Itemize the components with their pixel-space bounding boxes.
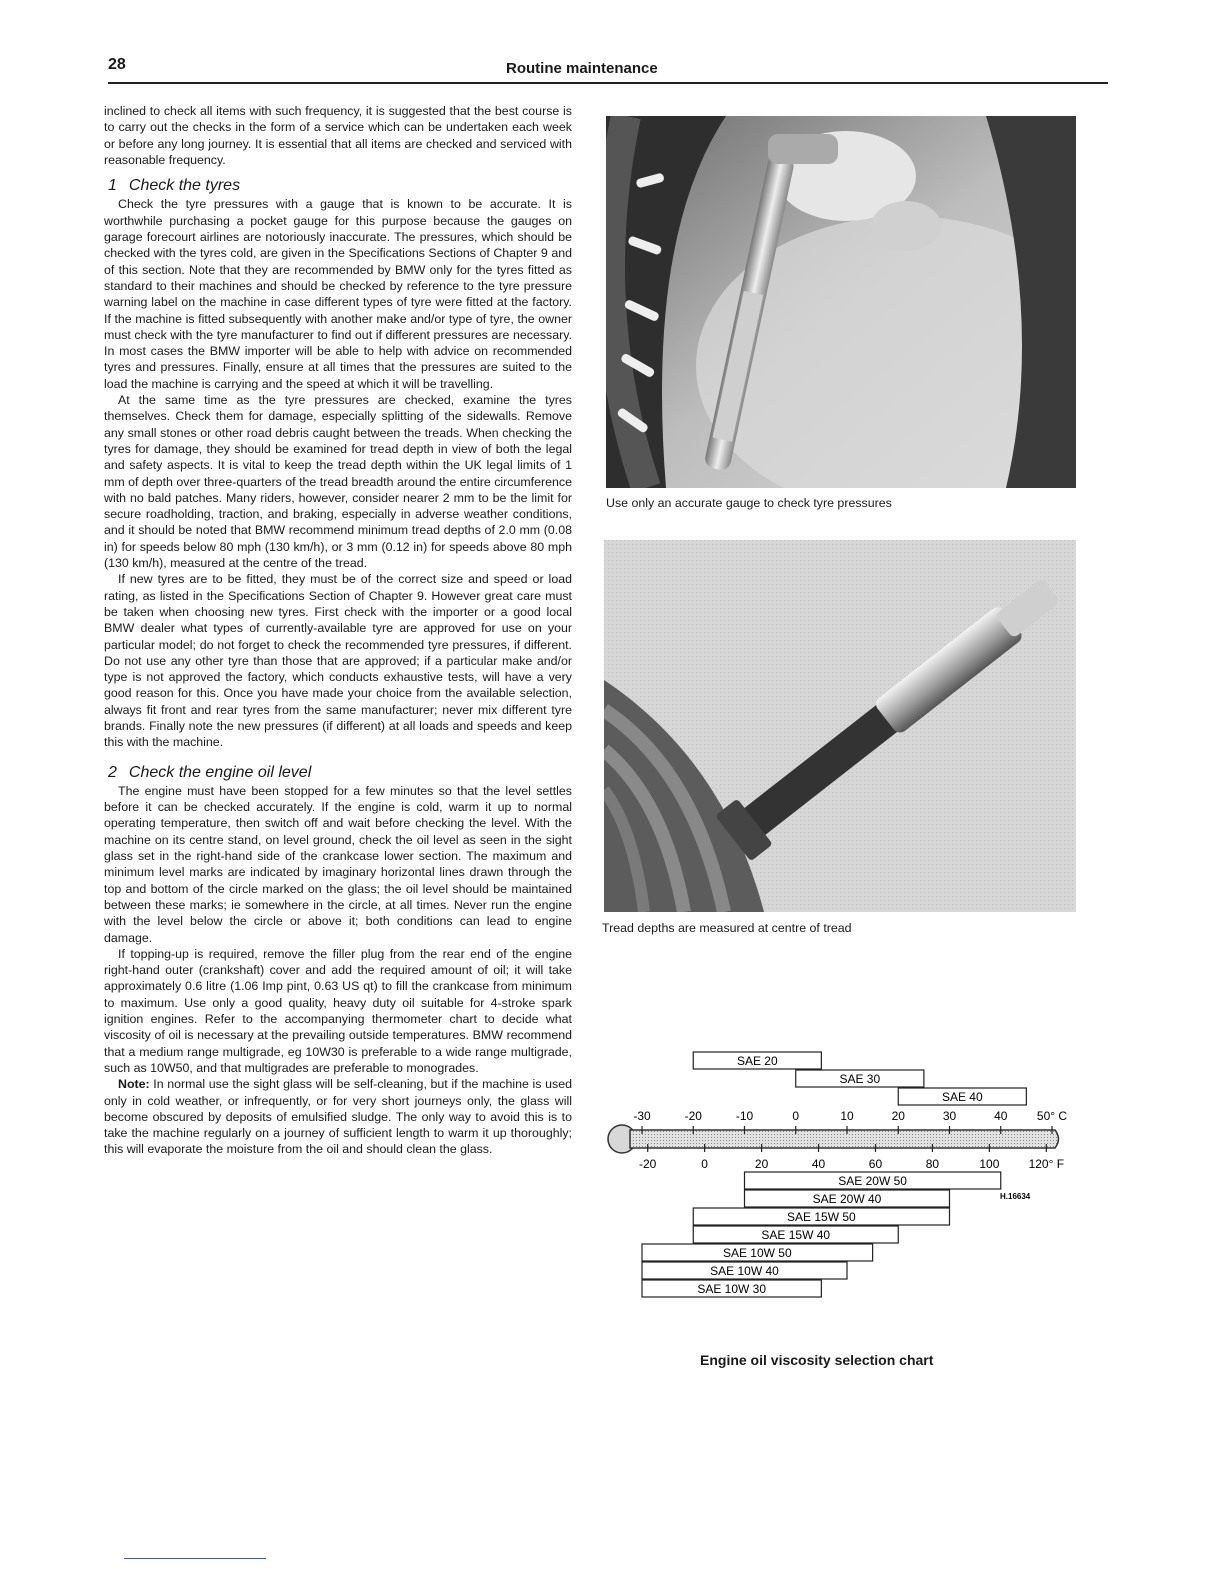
fahrenheit-tick-label: 40 xyxy=(811,1157,826,1171)
viscosity-bar xyxy=(642,1262,847,1279)
section-1-paragraph-1: Check the tyre pressures with a gauge that is known to be accurate. It is worthwhile purchasing a pocket gauge for this purpose because the gauges on garage forecourt airlines are notoriously inaccurate. The pressures, which should be checked with the tyres cold, are given in the Specifications Sections of Chapter 9 and of this section. Note that they are recommended by BMW only for the tyres fitted as standard to their machines and should be checked by reference to the tyre pressure warning label on the machine in case different types of tyre were fitted at the factory. If the machine is fitted subsequently with another make and/or type of tyre, the owner must check with the tyre manufacturer to find out if different pressures are necessary. In most cases the BMW importer will be able to help with advice on recommended tyres and pressures. Finally, ensure at all times that the pressures are suited to the load the machine is carrying and the speed at which it will be travelling. xyxy=(104,197,572,391)
viscosity-bar-label: SAE 40 xyxy=(941,1090,983,1104)
celsius-tick-label: 50° C xyxy=(1036,1109,1068,1123)
section-1-number: 1 xyxy=(108,177,117,195)
viscosity-bar xyxy=(693,1208,949,1225)
viscosity-bar xyxy=(642,1280,821,1297)
section-1-heading xyxy=(108,178,572,194)
main-text-column xyxy=(104,103,572,1158)
page-number: 28 xyxy=(108,56,126,73)
viscosity-bar-label: SAE 15W 50 xyxy=(787,1210,856,1224)
section-1-paragraph-3: If new tyres are to be fitted, they must be of the correct size and speed or load rating, as listed in the Specifications Section of Chapter 9. However great care must be taken when choosing new tyres. First check with the importer or a good local BMW dealer what types of currently-available tyre are approved for use on your particular model; do not forget to check the recommended tyre pressures, if different. Do not use any other tyre than those that are approved; if a particular make and/or type is not approved the factory, which conducts exhaustive tests, will have a very good reason for this. Once you have made your choice from the available selection, always fit front and rear tyres from the same manufacturer; never mix different tyre brands. Finally note the new pressures (if different) at all loads and speeds and keep this with the machine. xyxy=(104,572,572,750)
tread-depth-illustration xyxy=(604,540,1076,912)
footer-rule xyxy=(124,1558,266,1559)
section-2-note xyxy=(104,1076,572,1157)
celsius-tick-label: 40 xyxy=(994,1109,1008,1123)
celsius-tick-label: 0 xyxy=(792,1109,800,1123)
viscosity-bar xyxy=(642,1244,873,1261)
viscosity-bar xyxy=(796,1070,924,1087)
fahrenheit-tick-label: 60 xyxy=(868,1157,883,1171)
viscosity-bar-label: SAE 30 xyxy=(839,1072,881,1086)
viscosity-bar xyxy=(693,1226,898,1243)
oil-viscosity-chart xyxy=(600,1044,1090,1304)
viscosity-bar-label: SAE 10W 30 xyxy=(697,1282,767,1296)
section-2-paragraph-2: If topping-up is required, remove the filler plug from the rear end of the engine right-hand outer (crankshaft) cover and add the required amount of oil; it will take approximately 0.6 litre (1.06 Imp pint, 0.63 US qt) to fill the crankcase from minimum to maximum. Use only a good quality, heavy duty oil suitable for 4-stroke spark ignition engines. Refer to the accompanying thermometer chart to decide what viscosity of oil is necessary at the prevailing outside temperatures. BMW recommend that a medium range multigrade, eg 10W30 is preferable to a wide range multigrade, such as 10W50, and that multigrades are preferable to monogrades. xyxy=(104,946,572,1075)
celsius-tick-label: -20 xyxy=(684,1109,702,1123)
celsius-tick-label: 20 xyxy=(891,1109,905,1123)
viscosity-bar xyxy=(745,1190,950,1207)
tread-depth-photo xyxy=(604,540,1076,912)
viscosity-bar xyxy=(745,1172,1001,1189)
fahrenheit-tick-label: 80 xyxy=(925,1157,940,1171)
fahrenheit-tick-label: 120° F xyxy=(1028,1157,1065,1171)
fahrenheit-tick-label: -20 xyxy=(639,1157,657,1171)
note-label: Note: xyxy=(118,1077,150,1092)
intro-paragraph: inclined to check all items with such frequency, it is suggested that the best course is to carry out the checks in the form of a service which can be undertaken each week or before any long journey. It is essential that all items are checked and serviced with reasonable frequency. xyxy=(104,104,572,167)
viscosity-bar-label: SAE 20W 50 xyxy=(838,1174,907,1188)
viscosity-bar xyxy=(898,1088,1026,1105)
thermometer xyxy=(608,1125,1059,1153)
tyre-gauge-photo xyxy=(606,116,1076,488)
chart-ref-code: H.16634 xyxy=(1000,1192,1031,1201)
viscosity-bar-label: SAE 20 xyxy=(736,1054,778,1068)
photo-2-caption: Tread depths are measured at centre of tread xyxy=(602,921,852,935)
viscosity-bar-label: SAE 10W 40 xyxy=(710,1264,779,1278)
celsius-tick-label: -10 xyxy=(735,1109,754,1123)
section-1-title: Check the tyres xyxy=(128,177,241,195)
photo-1-caption: Use only an accurate gauge to check tyre pressures xyxy=(606,496,892,510)
viscosity-bar-label: SAE 15W 40 xyxy=(761,1228,831,1242)
viscosity-bar xyxy=(693,1052,821,1069)
section-2-paragraph-1: The engine must have been stopped for a few minutes so that the level settles before it can be checked accurately. If the engine is cold, warm it up to normal operating temperature, then switch off and wait before checking the level. With the machine on its centre stand, on level ground, check the oil level as seen in the sight glass set in the right-hand side of the crankcase lower section. The maximum and minimum level marks are indicated by imaginary horizontal lines drawn through the top and bottom of the circle marked on the glass; the oil level should be maintained between these marks; ie somewhere in the circle, at all times. Never run the engine with the level below the circle or above it; both conditions can lead to engine damage. xyxy=(104,783,572,945)
section-2-title: Check the engine oil level xyxy=(128,763,312,781)
section-2-heading xyxy=(108,765,572,781)
celsius-tick-label: -30 xyxy=(633,1109,651,1123)
note-text: In normal use the sight glass will be self-cleaning, but if the machine is used only in cold weather, or infrequently, or for very short journeys only, the glass will become obscured by deposits of emulsified sludge. The only way to avoid this is to take the machine regularly on a journey of sufficient length to warm it up thoroughly; this will evaporate the moisture from the oil and should clean the glass. xyxy=(104,1077,572,1157)
celsius-tick-label: 10 xyxy=(840,1109,854,1123)
page-header xyxy=(108,56,1108,84)
celsius-tick-label: 30 xyxy=(942,1109,957,1123)
tyre-gauge-illustration xyxy=(606,116,1076,488)
fahrenheit-tick-label: 100 xyxy=(979,1157,1000,1171)
fahrenheit-tick-label: 0 xyxy=(701,1157,708,1171)
viscosity-bar-label: SAE 10W 50 xyxy=(722,1246,792,1260)
section-2-number: 2 xyxy=(108,763,117,781)
running-title: Routine maintenance xyxy=(506,60,658,77)
viscosity-bar-label: SAE 20W 40 xyxy=(812,1192,882,1206)
fahrenheit-tick-label: 20 xyxy=(754,1157,769,1171)
chart-caption: Engine oil viscosity selection chart xyxy=(700,1352,934,1368)
section-1-paragraph-2: At the same time as the tyre pressures are checked, examine the tyres themselves. Check them for damage, especially splitting of the sidewalls. Remove any small stones or other road debris caught between the treads. When checking the tyres for damage, they should be examined for tread depth in view of both the legal and safety aspects. It is vital to keep the tread depth within the UK legal limits of 1 mm of depth over three-quarters of the tread breadth around the entire circumference with no bald patches. Many riders, however, consider nearer 2 mm to be the limit for secure roadholding, traction, and braking, especially in adverse weather conditions, and it should be noted that BMW recommend minimum tread depths of 2.0 mm (0.08 in) for speeds below 80 mph (130 km/h), or 3 mm (0.12 in) for speeds above 80 mph (130 km/h), measured at the centre of the tread. xyxy=(104,393,572,571)
